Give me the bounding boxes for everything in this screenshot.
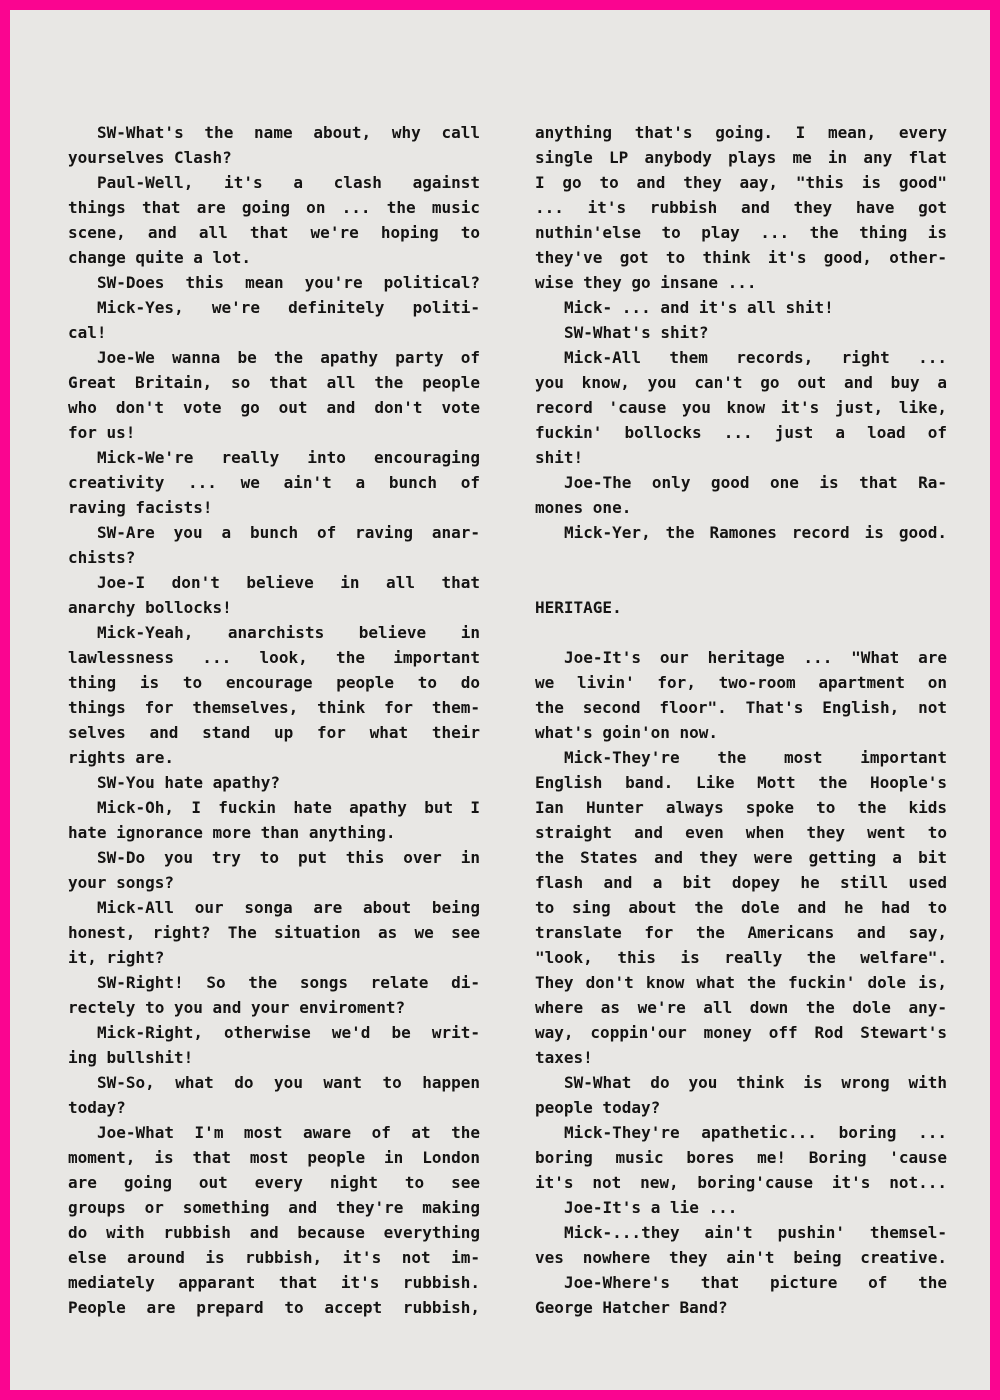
text-line: SW-Do you try to put this over in — [97, 848, 480, 867]
text-line: SW-What do you think is wrong with — [564, 1073, 947, 1092]
text-line: taxes! — [535, 1048, 593, 1067]
text-columns — [68, 120, 947, 1320]
paragraph — [68, 120, 480, 170]
paragraph — [68, 1120, 480, 1320]
text-line: straight and even when they went to — [535, 823, 947, 842]
paragraph — [68, 445, 480, 520]
paragraph — [68, 1070, 480, 1120]
text-line: I go to and they aay, "this is good" — [535, 173, 947, 192]
text-line: Joe-It's our heritage ... "What are — [564, 648, 947, 667]
paragraph — [68, 845, 480, 895]
text-line: nuthin'else to play ... the thing is — [535, 223, 947, 242]
section-heading — [535, 595, 947, 620]
paragraph — [535, 645, 947, 745]
paragraph — [68, 570, 480, 620]
text-line: SW-What's shit? — [564, 323, 709, 342]
paragraph — [68, 520, 480, 570]
text-line: people today? — [535, 1098, 661, 1117]
text-line: rectely to you and your enviroment? — [68, 998, 406, 1017]
paragraph — [68, 895, 480, 970]
text-line: chists? — [68, 548, 136, 567]
paragraph — [68, 295, 480, 345]
text-line: Mick- ... and it's all shit! — [564, 298, 834, 317]
text-line: mones one. — [535, 498, 632, 517]
text-line: it's not new, boring'cause it's not... — [535, 1173, 947, 1192]
text-line: cal! — [68, 323, 107, 342]
paragraph — [535, 1270, 947, 1320]
text-line: where as we're all down the dole any- — [535, 998, 947, 1017]
text-line: lawlessness ... look, the important — [68, 648, 480, 667]
text-line: HERITAGE. — [535, 598, 622, 617]
text-line: the second floor". That's English, not — [535, 698, 947, 717]
text-line: else around is rubbish, it's not im- — [68, 1248, 480, 1267]
paragraph — [535, 1195, 947, 1220]
paragraph — [68, 345, 480, 445]
text-line: scene, and all that we're hoping to — [68, 223, 480, 242]
paragraph — [68, 795, 480, 845]
text-line: they've got to think it's good, other- — [535, 248, 947, 267]
text-line: Mick-They're the most important — [564, 748, 947, 767]
text-line: They don't know what the fuckin' dole is, — [535, 973, 947, 992]
text-line: SW-So, what do you want to happen — [97, 1073, 480, 1092]
text-line: SW-Right! So the songs relate di- — [97, 973, 480, 992]
text-line: Mick-Yeah, anarchists believe in — [97, 623, 480, 642]
text-line: honest, right? The situation as we see — [68, 923, 480, 942]
text-line: change quite a lot. — [68, 248, 252, 267]
text-line: moment, is that most people in London — [68, 1148, 480, 1167]
text-line: selves and stand up for what their — [68, 723, 480, 742]
paragraph — [535, 745, 947, 1070]
text-line: Joe-Where's that picture of the — [564, 1273, 947, 1292]
text-line: you know, you can't go out and buy a — [535, 373, 947, 392]
text-line: way, coppin'our money off Rod Stewart's — [535, 1023, 947, 1042]
text-line: record 'cause you know it's just, like, — [535, 398, 947, 417]
text-line: mediately apparant that it's rubbish. — [68, 1273, 480, 1292]
text-line: to sing about the dole and he had to — [535, 898, 947, 917]
text-line: Mick-All them records, right ... — [564, 348, 947, 367]
text-line: Mick-Yer, the Ramones record is good. — [564, 523, 947, 542]
text-line: ing bullshit! — [68, 1048, 194, 1067]
text-line: Joe-It's a lie ... — [564, 1198, 738, 1217]
paragraph — [535, 1070, 947, 1120]
text-line: George Hatcher Band? — [535, 1298, 728, 1317]
text-line: Great Britain, so that all the people — [68, 373, 480, 392]
text-line: thing is to encourage people to do — [68, 673, 480, 692]
text-line: SW-You hate apathy? — [97, 773, 281, 792]
paragraph — [535, 295, 947, 320]
text-line: "look, this is really the welfare". — [535, 948, 947, 967]
text-line: creativity ... we ain't a bunch of — [68, 473, 480, 492]
text-line: Ian Hunter always spoke to the kids — [535, 798, 947, 817]
text-line: single LP anybody plays me in any flat — [535, 148, 947, 167]
text-line: raving facists! — [68, 498, 213, 517]
column-right — [535, 120, 947, 1320]
text-line: Paul-Well, it's a clash against — [97, 173, 480, 192]
paragraph — [535, 1120, 947, 1195]
text-line: rights are. — [68, 748, 174, 767]
text-line: ... it's rubbish and they have got — [535, 198, 947, 217]
text-line: things that are going on ... the music — [68, 198, 480, 217]
text-line: Mick-We're really into encouraging — [97, 448, 480, 467]
text-line: boring music bores me! Boring 'cause — [535, 1148, 947, 1167]
text-line: who don't vote go out and don't vote — [68, 398, 480, 417]
text-line: do with rubbish and because everything — [68, 1223, 480, 1242]
text-line: your songs? — [68, 873, 174, 892]
text-line: SW-Does this mean you're political? — [97, 273, 480, 292]
text-line: Mick-Yes, we're definitely politi- — [97, 298, 480, 317]
text-line: hate ignorance more than anything. — [68, 823, 396, 842]
zine-page — [10, 10, 990, 1390]
paragraph — [535, 1220, 947, 1270]
text-line: today? — [68, 1098, 126, 1117]
text-line: SW-Are you a bunch of raving anar- — [97, 523, 480, 542]
paragraph — [535, 345, 947, 470]
paragraph — [535, 120, 947, 295]
paragraph — [68, 1020, 480, 1070]
paragraph — [535, 470, 947, 520]
text-line: People are prepard to accept rubbish, — [68, 1298, 480, 1317]
text-line: the States and they were getting a bit — [535, 848, 947, 867]
text-line: Mick-Oh, I fuckin hate apathy but I — [97, 798, 480, 817]
text-line: SW-What's the name about, why call — [97, 123, 480, 142]
text-line: we livin' for, two-room apartment on — [535, 673, 947, 692]
text-line: Joe-We wanna be the apathy party of — [97, 348, 480, 367]
text-line: Joe-What I'm most aware of at the — [97, 1123, 480, 1142]
text-line: are going out every night to see — [68, 1173, 480, 1192]
paragraph — [535, 320, 947, 345]
text-line: yourselves Clash? — [68, 148, 232, 167]
text-line: flash and a bit dopey he still used — [535, 873, 947, 892]
text-line: wise they go insane ... — [535, 273, 757, 292]
text-line: fuckin' bollocks ... just a load of — [535, 423, 947, 442]
paragraph — [68, 270, 480, 295]
paragraph — [535, 520, 947, 545]
text-line: it, right? — [68, 948, 165, 967]
text-line: what's goin'on now. — [535, 723, 719, 742]
text-line: Mick-Right, otherwise we'd be writ- — [97, 1023, 480, 1042]
text-line: shit! — [535, 448, 584, 467]
text-line: Joe-The only good one is that Ra- — [564, 473, 947, 492]
paragraph — [68, 970, 480, 1020]
text-line: anything that's going. I mean, every — [535, 123, 947, 142]
paragraph — [68, 620, 480, 770]
text-line: groups or something and they're making — [68, 1198, 480, 1217]
text-line: English band. Like Mott the Hoople's — [535, 773, 947, 792]
paragraph — [68, 170, 480, 270]
text-line: things for themselves, think for them- — [68, 698, 480, 717]
text-line: anarchy bollocks! — [68, 598, 232, 617]
text-line: Mick-All our songa are about being — [97, 898, 480, 917]
paragraph — [68, 770, 480, 795]
text-line: Joe-I don't believe in all that — [97, 573, 480, 592]
text-line: for us! — [68, 423, 136, 442]
text-line: ves nowhere they ain't being creative. — [535, 1248, 947, 1267]
column-left — [68, 120, 480, 1320]
text-line: Mick-...they ain't pushin' themsel- — [564, 1223, 947, 1242]
text-line: translate for the Americans and say, — [535, 923, 947, 942]
text-line: Mick-They're apathetic... boring ... — [564, 1123, 947, 1142]
